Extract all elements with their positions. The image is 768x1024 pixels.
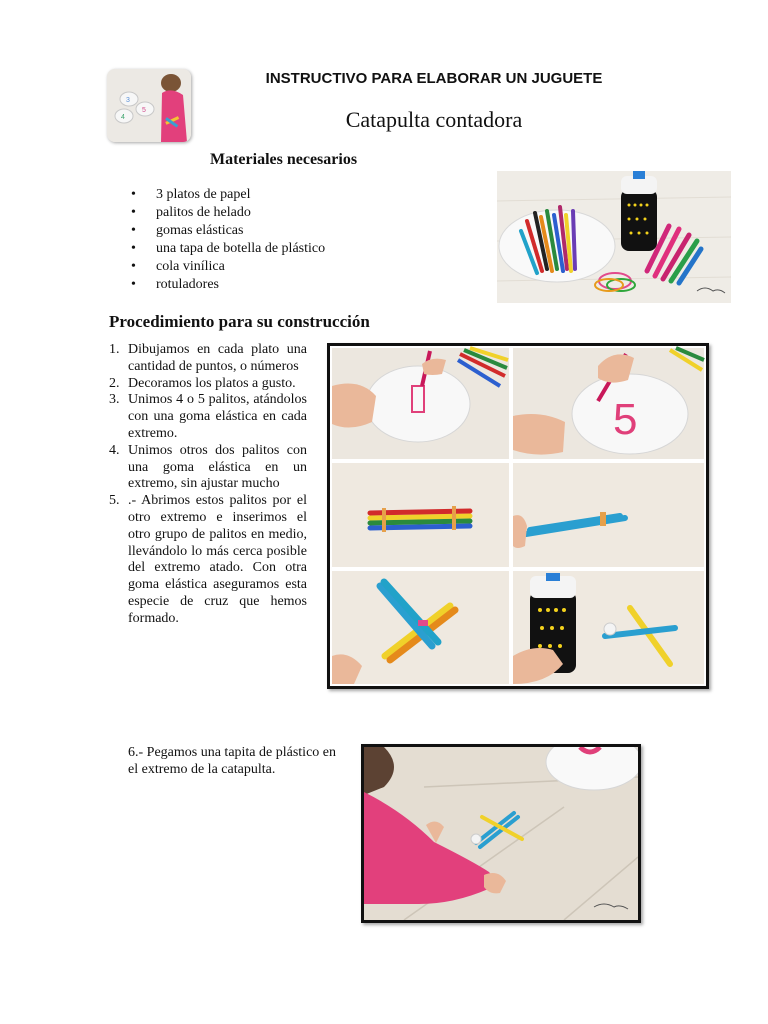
document-title: INSTRUCTIVO PARA ELABORAR UN JUGUETE — [265, 70, 603, 87]
list-item: • palitos de helado — [131, 204, 325, 222]
steps-photo-grid — [327, 343, 709, 689]
svg-text:4: 4 — [121, 114, 125, 121]
step-text: Decoramos los platos a gusto. — [128, 375, 296, 391]
list-item: • una tapa de botella de plástico — [131, 240, 325, 258]
materials-list — [131, 186, 325, 294]
step-number: 5. — [109, 493, 120, 509]
step-6-text: 6.- Pegamos una tapita de plástico en el extremo de la catapulta. — [128, 745, 336, 777]
svg-text:3: 3 — [126, 97, 130, 104]
thumbnail-photo — [107, 69, 191, 142]
list-item — [109, 443, 307, 493]
procedure-steps — [109, 342, 307, 628]
step-number: 2. — [109, 375, 120, 391]
list-item: • 3 platos de papel — [131, 186, 325, 204]
materials-heading: Materiales necesarios — [210, 151, 358, 168]
list-item — [109, 376, 307, 393]
list-item — [109, 392, 307, 442]
procedure-heading: Procedimiento para su construcción — [109, 312, 370, 331]
step-number: 3. — [109, 392, 120, 408]
step-text: Unimos 4 o 5 palitos, atándolos con una goma elástica en cada extremo. — [128, 392, 307, 441]
plate-number-label: 5 — [613, 395, 638, 444]
step-text: Unimos otros dos palitos con una goma elástica en un extremo, sin ajustar mucho — [128, 442, 307, 492]
list-item: • gomas elásticas — [131, 222, 325, 240]
list-item — [109, 493, 307, 627]
step-number: 4. — [109, 442, 120, 458]
final-catapult-photo — [361, 744, 641, 923]
list-item: • rotuladores — [131, 276, 325, 294]
list-item — [109, 342, 307, 376]
step-number: 1. — [109, 342, 120, 357]
materials-photo — [497, 171, 731, 303]
step-text: .- Abrimos estos palitos por el otro extremo e inserimos el otro grupo de palitos en medio, llevándolo lo más cerca posible del extremo atado. Con otra goma elástica aseguramos esta especie de cruz que hemos formado. — [128, 493, 307, 626]
document-subtitle: Catapulta contadora — [345, 107, 523, 132]
svg-text:5: 5 — [142, 107, 146, 114]
step-text: Dibujamos en cada plato una cantidad de puntos, o números — [128, 342, 307, 374]
list-item: • cola vinílica — [131, 258, 325, 276]
